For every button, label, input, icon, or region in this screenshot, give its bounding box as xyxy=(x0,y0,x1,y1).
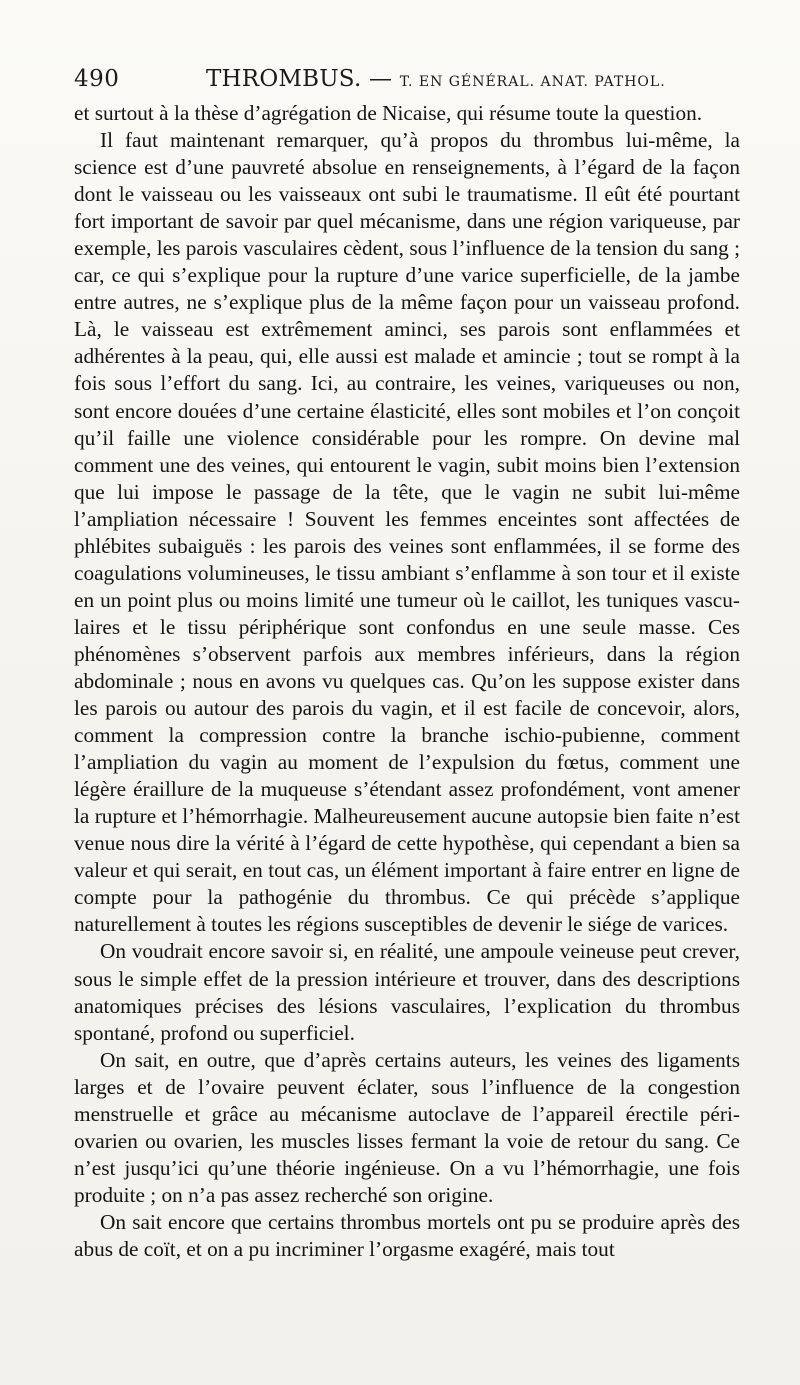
paragraph-4: On sait, en outre, que d’après certains auteurs, les veines des ligaments larges et de l’ovaire peuvent éclater, sous l’influence de la congestion menstruelle et grâce au mécanisme autoclave de l’appareil érectile périovarien ou ovarien, les muscles lisses fermant la voie de retour du sang. Ce n’est jusqu’ici qu’une théorie ingénieuse. On a vu l’hémorrhagie, une fois produite ; on n’a pas assez recherché son origine. xyxy=(74,1047,740,1207)
running-title xyxy=(206,66,666,92)
running-title-section: T. EN GÉNÉRAL. ANAT. PATHOL. xyxy=(399,74,666,90)
paragraph-1: et surtout à la thèse d’agrégation de Nicaise, qui résume toute la question. xyxy=(74,101,703,125)
running-title-main: THROMBUS. — xyxy=(206,66,393,92)
paragraph-2: Il faut maintenant remarquer, qu’à propos du thrombus lui-même, la science est d’une pauvreté absolue en renseignements, à l’égard de la façon dont le vaisseau ou les vaisseaux ont subi le traumatisme. Il eût été pourtant fort important de savoir par quel mécanisme, dans une région variqueuse, par exemple, les parois vasculaires cèdent, sous l’influence de la tension du sang ; car, ce qui s’explique pour la rupture d’une varice superficielle, de la jambe entre autres, ne s’explique plus de la même façon pour un vaisseau profond. Là, le vaisseau est extrêmement aminci, ses parois sont enflammées et adhérentes à la peau, qui, elle aussi est malade et amincie ; tout se rompt à la fois sous l’effort du sang. Ici, au contraire, les veines, variqueuses ou non, sont encore douées d’une certaine élasticité, elles sont mobiles et l’on conçoit qu’il faille une violence considérable pour les rompre. On devine mal comment une des veines, qui entourent le vagin, subit moins bien l’extension que lui impose le passage de la tête, que le vagin ne subit lui-même l’ampliation nécessaire ! Souvent les femmes enceintes sont affectées de phlébites subaiguës : les parois des veines sont enflammées, il se forme des coagulations volumineuses, le tissu ambiant s’enflamme à son tour et il existe en un point plus ou moins limité une tumeur où le caillot, les tuniques vasculaires et le tissu périphérique sont confondus en une seule masse. Ces phénomènes s’observent parfois aux membres inférieurs, dans la région abdominale ; nous en avons vu quelques cas. Qu’on les suppose exister dans les parois ou autour des parois du vagin, et il est facile de concevoir, alors, comment la compression contre la branche ischio-pubienne, comment l’ampliation du vagin au moment de l’expulsion du fœtus, comment une légère éraillure de la muqueuse s’étendant assez profondément, vont amener la rupture et l’hémorrhagie. Malheureusement aucune autopsie bien faite n’est venue nous dire la vérité à l’égard de cette hypothèse, qui cependant a bien sa valeur et qui serait, en tout cas, un élément important à faire entrer en ligne de compte pour la pathogénie du thrombus. Ce qui précède s’applique naturellement à toutes les régions susceptibles de devenir le siége de varices. xyxy=(74,128,740,937)
main-text xyxy=(74,100,740,1263)
paragraph-5: On sait encore que certains thrombus mortels ont pu se produire après des abus de coït, et on a pu incriminer l’orgasme exagéré, mais tout xyxy=(74,1209,740,1261)
paragraph-3: On voudrait encore savoir si, en réalité, une ampoule veineuse peut crever, sous le simple effet de la pression intérieure et trouver, dans des descriptions anatomiques précises des lésions vasculaires, l’explication du thrombus spontané, profond ou superficiel. xyxy=(74,939,740,1045)
page-number: 490 xyxy=(74,66,120,92)
running-header xyxy=(74,66,740,98)
